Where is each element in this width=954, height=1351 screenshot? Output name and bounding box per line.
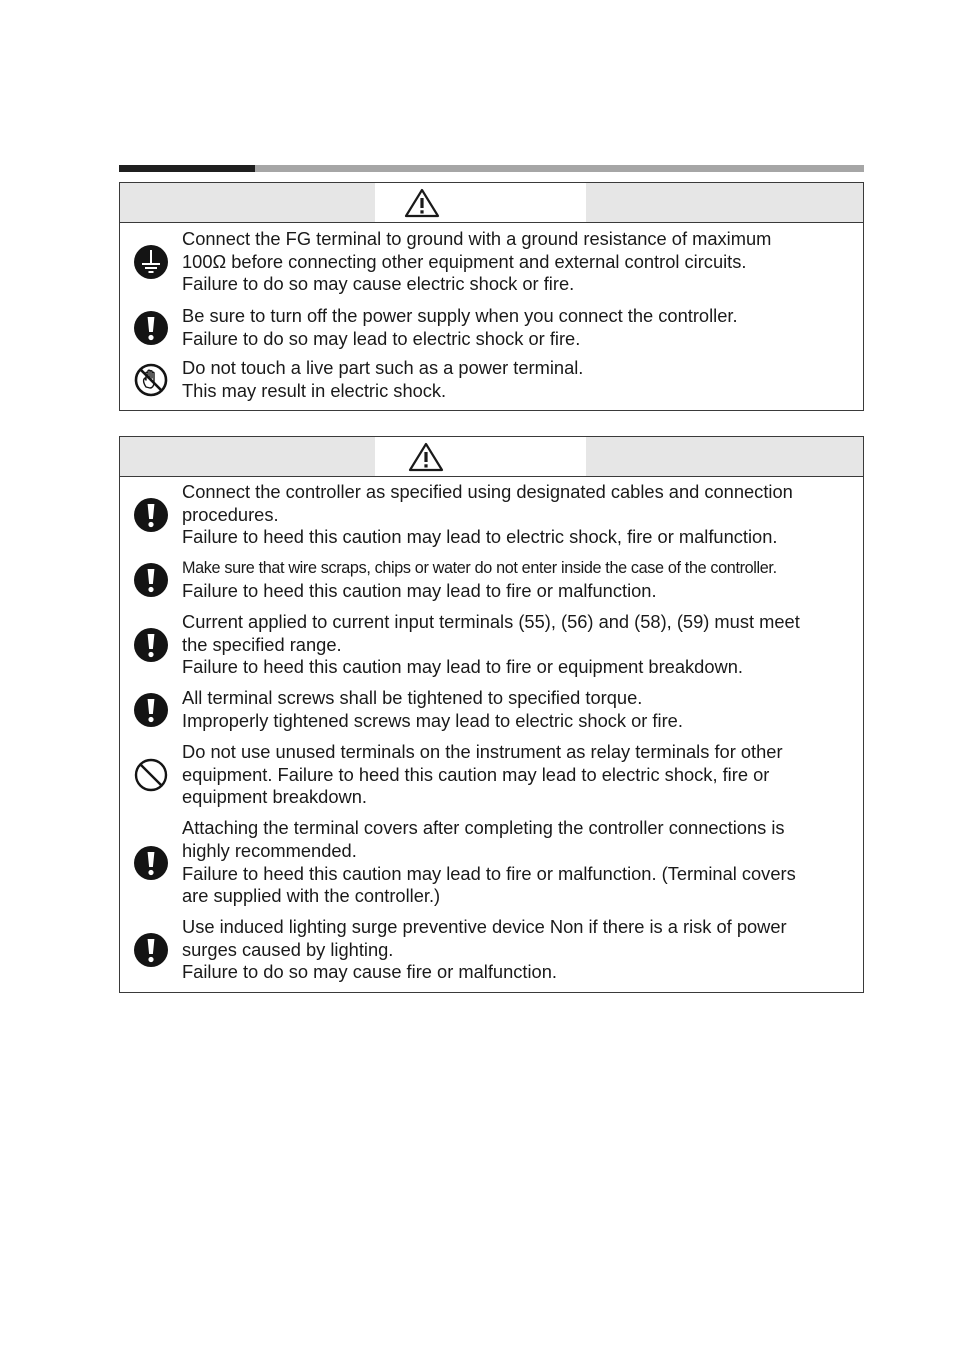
- text-line: procedures.: [182, 503, 279, 525]
- text-line: equipment breakdown.: [182, 786, 367, 808]
- text-line: 100Ω before connecting other equipment and external control circuits.: [182, 250, 747, 272]
- caution-item: [120, 817, 863, 908]
- warning-box: [119, 182, 864, 411]
- warning-item: [120, 301, 863, 354]
- mandatory-icon: [134, 933, 168, 967]
- text-line: Do not use unused terminals on the instrument as relay terminals for other: [182, 741, 783, 763]
- text-line: the specified range.: [182, 633, 342, 655]
- text-line: Current applied to current input terminals (55), (56) and (58), (59) must meet: [182, 611, 800, 633]
- caution-box: [119, 436, 864, 993]
- text-line: Do not touch a live part such as a power terminal.: [182, 356, 584, 378]
- text-line: Make sure that wire scraps, chips or water do not enter inside the case of the controller.: [182, 559, 777, 578]
- mandatory-icon: [134, 498, 168, 532]
- caution-header-panel: [375, 437, 586, 476]
- text-line: highly recommended.: [182, 839, 357, 861]
- caution-item-text: [182, 817, 863, 907]
- section-rule: [119, 165, 864, 172]
- warning-item: [120, 356, 863, 403]
- text-line: equipment. Failure to heed this caution may lead to electric shock, fire or: [182, 763, 770, 785]
- caution-item-text: [182, 557, 863, 602]
- text-line: Improperly tightened screws may lead to electric shock or fire.: [182, 710, 683, 731]
- ground-icon: [134, 245, 168, 279]
- text-line: Failure to heed this caution may lead to electric shock, fire or malfunction.: [182, 526, 778, 548]
- no-touch-icon: [134, 363, 168, 397]
- warning-triangle-icon: [408, 442, 444, 472]
- mandatory-icon: [134, 311, 168, 345]
- text-line: Failure to heed this caution may lead to fire or equipment breakdown.: [182, 656, 743, 678]
- mandatory-icon: [134, 563, 168, 597]
- text-line: Use induced lighting surge preventive device Non if there is a risk of power: [182, 916, 787, 938]
- text-line: Failure to do so may cause fire or malfunction.: [182, 961, 557, 983]
- text-line: Attaching the terminal covers after completing the controller connections is: [182, 817, 785, 839]
- warning-item-text: [182, 357, 863, 402]
- caution-item-text: [182, 741, 863, 809]
- warning-header: [120, 183, 863, 223]
- caution-item-text: [182, 481, 863, 549]
- text-line: This may result in electric shock.: [182, 379, 447, 401]
- warning-item-text: [182, 305, 863, 350]
- text-line: Connect the controller as specified using designated cables and connection: [182, 481, 793, 503]
- mandatory-icon: [134, 693, 168, 727]
- prohibited-icon: [134, 758, 168, 792]
- mandatory-icon: [134, 628, 168, 662]
- caution-item-text: [182, 916, 863, 984]
- caution-item: [120, 611, 863, 679]
- caution-item-text: [182, 611, 863, 679]
- warning-item-text: [182, 228, 863, 296]
- caution-item: [120, 916, 863, 984]
- warning-item: [120, 228, 863, 296]
- text-line: Failure to heed this caution may lead to fire or malfunction.: [182, 580, 657, 601]
- text-line: Failure to heed this caution may lead to fire or malfunction. (Terminal covers: [182, 862, 796, 884]
- caution-item: [120, 481, 863, 549]
- caution-item-text: [182, 687, 863, 732]
- warning-triangle-icon: [404, 188, 440, 218]
- text-line: Connect the FG terminal to ground with a ground resistance of maximum: [182, 228, 772, 250]
- text-line: Failure to do so may lead to electric shock or fire.: [182, 327, 581, 349]
- caution-item: [120, 741, 863, 809]
- caution-header: [120, 437, 863, 477]
- text-line: are supplied with the controller.): [182, 885, 441, 907]
- text-line: Be sure to turn off the power supply when you connect the controller.: [182, 304, 738, 326]
- text-line: Failure to do so may cause electric shock or fire.: [182, 273, 575, 295]
- text-line: All terminal screws shall be tightened to specified torque.: [182, 687, 643, 709]
- mandatory-icon: [134, 846, 168, 880]
- caution-item: [120, 557, 863, 603]
- section-rule-accent: [119, 165, 255, 172]
- text-line: surges caused by lighting.: [182, 938, 394, 960]
- caution-item: [120, 687, 863, 733]
